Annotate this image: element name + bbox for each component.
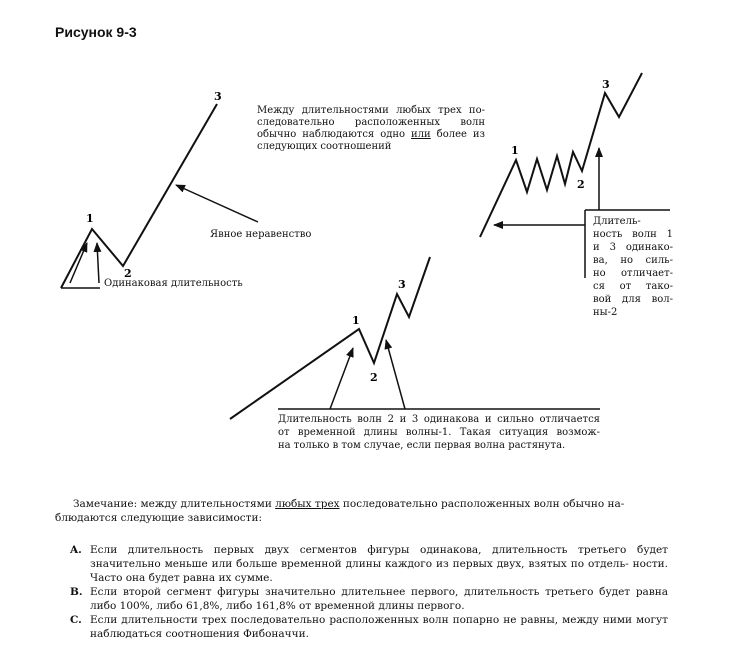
note-underlined: любых трех: [275, 498, 340, 510]
figure-title: Рисунок 9-3: [55, 24, 137, 40]
list-item-letter: A.: [70, 544, 82, 556]
wave-line-left: [61, 104, 217, 288]
list-item-text: Если второй сегмент фигуры значительно длительнее первого, длительность третьего будет равна либо 100%, либо 61,8%, либо 161,8% от временной длины первого.: [90, 586, 668, 612]
list-item: [70, 613, 668, 641]
right-box-line: Длитель-: [593, 216, 641, 227]
right-box-text: [593, 215, 673, 319]
note-paragraph: [55, 497, 667, 525]
bottom-box-line: на только в том случае, если первая волна растянута.: [278, 440, 566, 451]
intro-line: следовательно расположенных волн: [257, 117, 485, 128]
bottom-box-line: Длительность волн 2 и 3 одинакова и сильно отличается: [278, 414, 600, 425]
list-item: [70, 543, 668, 585]
label-equal-duration: Одинаковая длительность: [104, 278, 243, 289]
arrow-bottom-2: [386, 340, 405, 409]
arrow-left-1: [70, 243, 87, 283]
label-right-2: 2: [577, 178, 585, 191]
right-box-line: ность волн 1: [593, 229, 673, 240]
intro-text: [257, 105, 485, 153]
right-box-line: ны-2: [593, 307, 618, 318]
list-item-letter: C.: [70, 614, 82, 626]
arrow-left-2: [97, 243, 99, 283]
right-box-line: но отличает-: [593, 268, 673, 279]
bottom-box-text: [278, 413, 600, 452]
label-left-2: 2: [124, 267, 132, 280]
list-item-text: Если длительность первых двух сегментов фигуры одинакова, длительность третьего будет значительно меньше или больше временной длины каждого из первых двух, взятых по отдель- ности. Часто она будет равна их сумме.: [90, 544, 668, 584]
conditions-list: [70, 543, 668, 641]
intro-line: следующих соотношений: [257, 141, 392, 152]
label-obvious-inequality: Явное неравенство: [210, 229, 312, 240]
wave-line-right: [480, 73, 642, 237]
label-right-3: 3: [602, 78, 610, 91]
right-box-line: вой для вол-: [593, 294, 673, 305]
list-item-letter: B.: [70, 586, 83, 598]
arrow-bottom-1: [330, 348, 353, 409]
label-left-3: 3: [214, 90, 222, 103]
label-bottom-2: 2: [370, 371, 378, 384]
label-bottom-3: 3: [398, 278, 406, 291]
note-line: Замечание: между длительностями любых трех последовательно расположенных волн обычно на-: [73, 498, 625, 510]
intro-line: обычно наблюдаются одно или более из: [257, 129, 485, 140]
arrow-obvious: [176, 185, 258, 222]
intro-line: Между длительностями любых трех по-: [257, 105, 485, 116]
right-box-line: ся от тако-: [593, 281, 673, 292]
note-line: блюдаются следующие зависимости:: [55, 512, 263, 524]
list-item-text: Если длительности трех последовательно расположенных волн попарно не равны, между ними могут наблюдаться соотношения Фибоначчи.: [90, 614, 668, 640]
intro-underlined: или: [411, 129, 431, 140]
label-bottom-1: 1: [352, 314, 360, 327]
right-box-line: и 3 одинако-: [593, 242, 673, 253]
right-box-line: ва, но силь-: [593, 255, 673, 266]
label-left-1: 1: [86, 212, 94, 225]
bottom-box-line: от временной длины волны-1. Такая ситуация возмож-: [278, 427, 600, 438]
label-right-1: 1: [511, 144, 519, 157]
list-item: [70, 585, 668, 613]
